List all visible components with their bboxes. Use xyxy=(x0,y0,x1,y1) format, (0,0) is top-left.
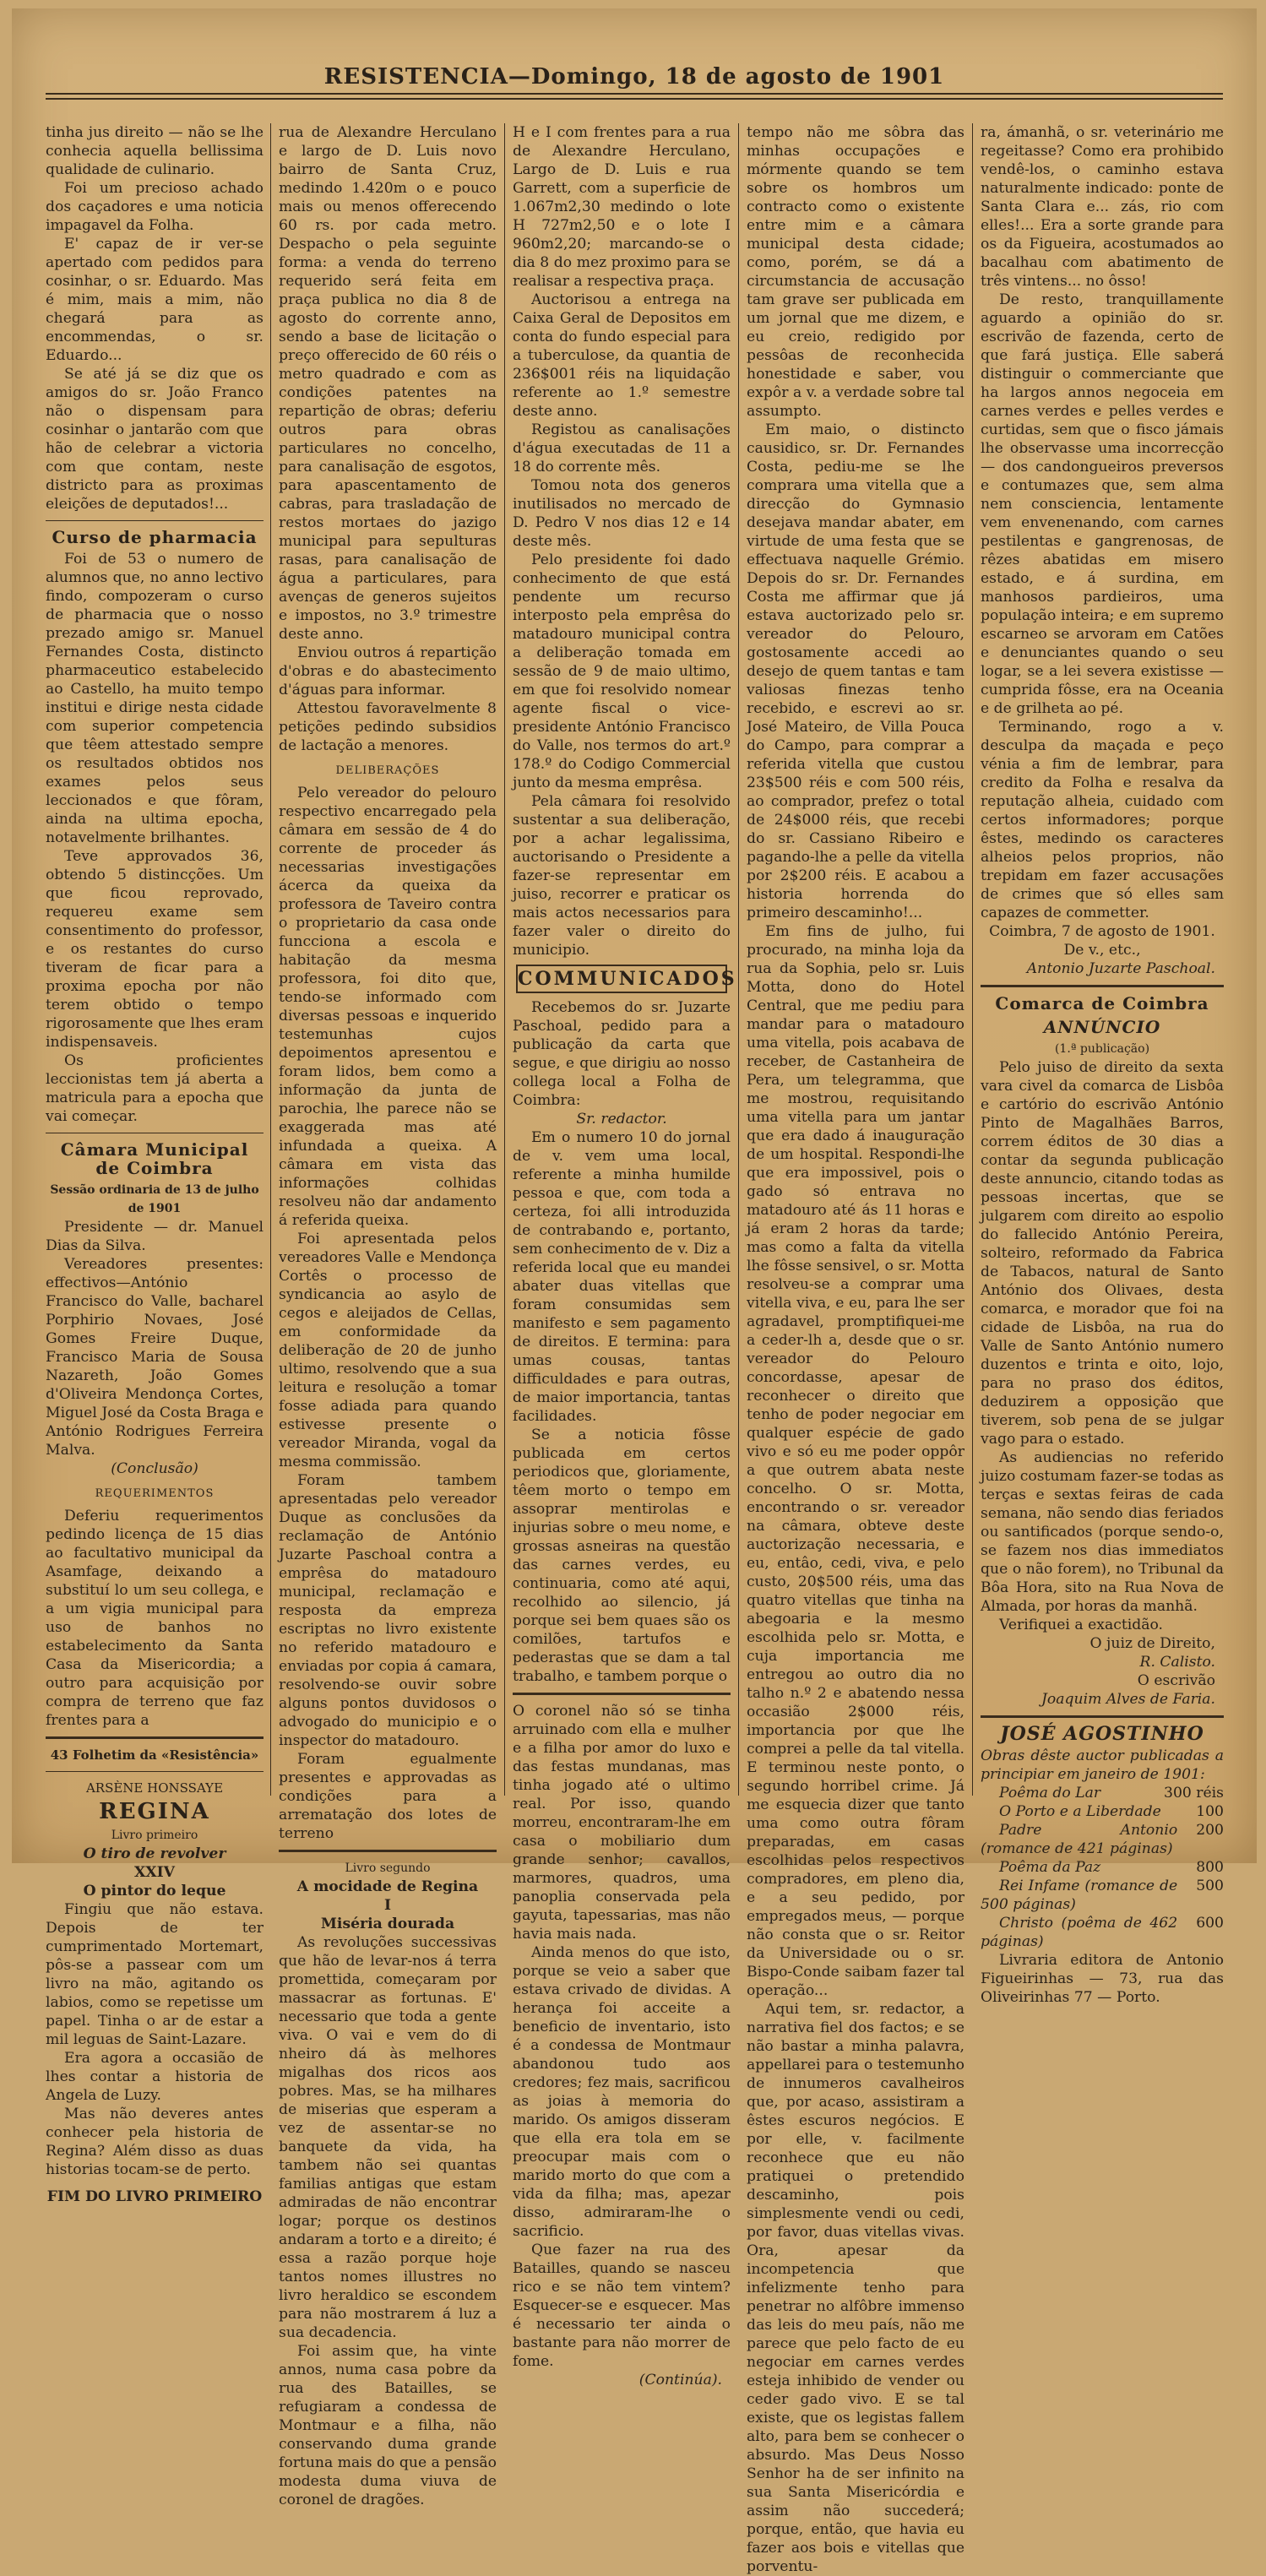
paragraph: Foram tambem apresentadas pelo vereador Duque as conclusões da reclamação de António Juzarte Paschoal contra a emprêsa do matadouro municipal, reclamação e resposta da empreza escriptas no livro existente no referido matadouro e enviadas por copia á camara, resolvendo-se ouvir sobre alguns pontos duvidosos o advogado do municipio e o inspector do matadouro. xyxy=(279,1472,497,1749)
column-1 xyxy=(46,123,264,2205)
paragraph: Foram egualmente presentes e approvadas as condições para a arrematação dos lotes de terreno xyxy=(279,1751,497,1842)
paragraph: Ainda menos do que isto, porque se veio a saber que estava crivado de dividas. A herança foi acceite a beneficio de inventario, isto é a condessa de Montmaur abandonou tudo aos credores; fez mais, sacrificou as joias à memoria do marido. Os amigos disseram que ella era tola em se preocupar mais com o marido morto do que com a vida da filha; mas, apezar disso, admiraram-lhe o sacrificio. xyxy=(513,1944,731,2240)
column-5 xyxy=(981,123,1225,2006)
paragraph: Foi apresentada pelos vereadores Valle e Mendonça Cortês o processo de syndicancia ao asylo de cegos e aleijados de Cellas, em conformidade da deliberação de 20 de junho ultimo, resolvendo que a sua leitura e resolução a tomar fosse adiada para quando estivesse presente o vereador Miranda, vogal da mesma commissão. xyxy=(279,1231,497,1470)
paragraph: Pelo juiso de direito da sexta vara civel da comarca de Lisbôa e cartório do escrivão António Pinto de Magalhães Barros, correm éditos de 30 dias a contar da segunda publicação deste annuncio, citando todas as pessoas incertas, que se julgarem com direito ao espolio do fallecido António Pereira, solteiro, reformado da Fabrica de Tabacos, natural de Santo António dos Olivaes, desta comarca, e morador que foi na cidade de Lisbôa, na rua do Valle de Santo António numero duzentos e trinta e oito, lojo, para no praso dos éditos, deduzirem a opposição que tiverem, sob pena de se julgar vago para o estado. xyxy=(981,1059,1224,1448)
paragraph: Os proficientes leccionistas tem já aberta a matricula para a epocha que vai começar. xyxy=(46,1052,264,1125)
paragraph: E' capaz de ir ver-se apertado com pedidos para cosinhar, o sr. Eduardo. Mas é mim, mais a mim, não chegará para as encommendas, o sr. Eduardo... xyxy=(46,236,264,364)
list-item xyxy=(981,1877,1224,1914)
closing: De v., etc., xyxy=(1063,942,1141,959)
subheading: DELIBERAÇÕES xyxy=(335,764,440,777)
paragraph: Vereadores presentes: effectivos—António Francisco do Valle, bacharel Porphirio Novaes, José Gomes Freire Duque, Francisco Maria de Sousa Nazareth, João Gomes d'Oliveira Mendonça Cortes, Miguel José da Costa Braga e António Rodrigues Ferreira Malva. xyxy=(46,1256,264,1459)
paragraph: O coronel não só se tinha arruinado com ella e mulher e a filha por amor do luxo e das festas mundanas, mas tinha jogado até o ultimo real. Por isso, quando morreu, encontraram-lhe em casa o mobiliario dum grande senhor; cavallos, marmores, quadros, uma panoplia conservada pela gayuta, tapessarias, mas não havia mais nada. xyxy=(513,1703,731,1943)
work-price: 300 réis xyxy=(1164,1785,1224,1802)
folhetim-number: 43 xyxy=(50,1747,68,1763)
paragraph: Verifiquei a exactidão. xyxy=(999,1617,1163,1633)
clerk-name: Joaquim Alves de Faria. xyxy=(1041,1691,1215,1708)
section-heading: Câmara Municipal de Coimbra xyxy=(60,1139,249,1178)
paragraph: Tomou nota dos generos inutilisados no mercado de D. Pedro V nos dias 12 e 14 deste mês. xyxy=(513,477,731,550)
paragraph: As revoluções successivas que hão de levar-nos á terra promettida, começaram por massacrar as fortunas. E' necessario que toda a gente viva. O vai e vem do di nheiro dá às melhores migalhas dos ricos aos pobres. Mas, se ha milhares de miserias que esperam a vez de assentar-se no banquete da vida, ha tambem não sei quantas familias antigas que estam admiradas de não encontrar logar; porque os destinos andaram a torto e a direito; é essa a razão porque hoje tantos nomes illustres no livro heraldico se escondem para não mostrarem á luz a sua decadencia. xyxy=(279,1934,497,2341)
paragraph: Era agora a occasião de lhes contar a historia de Angela de Luzy. xyxy=(46,2050,264,2104)
folhetim-title: Folhetim da «Resistência» xyxy=(72,1747,259,1763)
paragraph: tempo não me sôbra das minhas occupações e mórmente quando se tem sobre os hombros um contracto como o existente entre mim e a câmara municipal desta cidade; como, porém, se dá a circumstancia de accusação tam grave ser publicada em um jornal que me dizem, e eu creio, redigido por pessôas de reconhecida honestidade e saber, vou expôr a v. a verdade sobre tal assumpto. xyxy=(747,124,964,420)
conclusion-note: (Conclusão) xyxy=(111,1460,198,1477)
header-rule-2 xyxy=(46,98,1223,100)
paragraph: Em maio, o distincto causidico, sr. Dr. Fernandes Costa, pediu-me se lhe comprara uma vitella que a direcção do Gymnasio desejava mandar abater, em virtude de uma festa que se effectuava naquelle Grémio. Depois do sr. Dr. Fernandes Costa me affirmar que já estava auctorizado pelo sr. vereador do Pelouro, gostosamente accedi ao desejo de quem tantas e tam valiosas finezas tenho recebido, e escrevi ao sr. José Mateiro, de Villa Pouca do Campo, para comprar a referida vitella que custou 23$500 réis e com 500 réis, ao comprador, prefez o total de 24$000 réis, que recebi do sr. Cassiano Ribeiro e pagando-lhe a pelle da vitella por 2$200 réis. E acabou a historia horrenda do primeiro descaminho!... xyxy=(747,421,964,921)
newspaper-page xyxy=(12,8,1257,2575)
section-heading: Curso de pharmacia xyxy=(52,527,258,547)
works-list xyxy=(981,1784,1224,1951)
work-price: 600 xyxy=(1196,1915,1224,1932)
chapter-title: O tiro de revolver xyxy=(83,1845,226,1862)
paragraph: tinha jus direito — não se lhe conhecia aquella bellissima qualidade de culinario. xyxy=(46,124,264,178)
column-2 xyxy=(279,123,497,2508)
paragraph: Foi assim que, ha vinte annos, numa casa pobre da rua des Batailles, se refugiaram a condessa de Montmaur e a filha, não conservando duma grande fortuna mais do que a pensão modesta duma viuva de coronel de dragões. xyxy=(279,2343,497,2508)
publisher-address: Livraria editora de Antonio Figueirinhas — 73, rua das Oliveirinhas 77 — Porto. xyxy=(981,1952,1224,2006)
paragraph: Foi de 53 o numero de alumnos que, no anno lectivo findo, compozeram o curso de pharmacia que o nosso prezado amigo sr. Manuel Fernandes Costa, distincto pharmaceutico estabelecido ao Castello, ha muito tempo institui e dirige nesta cidade com superior competencia que têem attestado sempre os resultados obtidos nos exames pelos seus leccionados e que fôram, ainda na ultima epocha, notavelmente brilhantes. xyxy=(46,551,264,846)
work-title: O Porto e a Liberdade xyxy=(999,1803,1161,1820)
chapter-title: Miséria dourada xyxy=(320,1916,455,1932)
paragraph: Deferiu requerimentos pedindo licença de 15 dias ao facultativo municipal da Asamfage, deixando a substituí lo um seu collega, e a um vigia municipal para uso de banhos no estabelecimento da Santa Casa da Misericordia; a outro para acquisição por compra de terreno que faz frentes para a xyxy=(46,1508,264,1729)
column-3 xyxy=(513,123,737,2389)
paragraph: Enviou outros á repartição d'obras e do abastecimento d'águas para informar. xyxy=(279,644,497,698)
folhetim-heading xyxy=(46,1746,264,1764)
judge-title: O juiz de Direito, xyxy=(1089,1635,1215,1652)
paragraph: Attestou favoravelmente 8 petições pedindo subsidios de lactação a menores. xyxy=(279,700,497,754)
publication-note: (1.ª publicação) xyxy=(1054,1042,1150,1056)
paragraph: Em fins de julho, fui procurado, na minha loja da rua da Sophia, pelo sr. Luis Motta, dono do Hotel Central, que me pediu para mandar para o matadouro uma vitella, pois acabava de receber, de Castanheira de Pera, um telegramma, que me mostrou, requisitando uma vitella para um jantar que era dado á inauguração de um hospital. Respondi-lhe que era impossivel, pois o gado só entrava no matadouro até ás 11 horas e já eram 2 horas da tarde; mas como a falta da vitella lhe fôsse sensivel, o sr. Motta resolveu-se a comprar uma vitella viva, e eu, para lhe ser agradavel, promptifiquei-me a ceder-lh a, desde que o sr. vereador do Pelouro concordasse, apesar de reconhecer o direito que tenho de poder negociar em qualquer espécie de gado vivo e só eu me poder oppôr a que outrem abata neste concelho. O sr. Motta, encontrando o sr. vereador na câmara, obteve deste auctorização necessaria, e eu, entâo, cedi, viva, e pelo custo, 20$500 réis, uma das quatro vitellas que tinha na abegoaria e la mesmo escolhida pelo sr. Motta, e cuja importancia me entregou ao outro dia no talho n.º 2 e abatendo nessa occasião 2$000 réis, importancia por que lhe comprei a pelle da tal vitella. E terminou neste ponto, o segundo horribel crime. Já me esquecia dizer que tanto uma como outra fôram preparadas, em casas escolhidas pelos respectivos compradores, em pleno dia, e a seu pedido, por empregados meus, — porque não consta que o sr. Reitor da Universidade ou o sr. Bispo-Conde saibam fazer tal operação... xyxy=(747,923,964,1999)
announcement-heading: ANNÚNCIO xyxy=(1043,1017,1161,1037)
paragraph: Registou as canalisações d'água executadas de 11 a 18 do corrente mês. xyxy=(513,421,731,476)
paragraph: Terminando, rogo a v. desculpa da maçada e peço vénia a fim de lembrar, para credito da Folha e resalva da reputação alheia, cuidado com certos informadores; porque êstes, medindo os caracteres alheios pelos proprios, não trepidam em fazer accusações de crimes que só elles sam capazes de commetter. xyxy=(981,719,1224,921)
column-divider xyxy=(504,123,505,1796)
subchapter-title: O pintor do leque xyxy=(83,1883,226,1899)
section-heading: Comarca de Coimbra xyxy=(995,993,1209,1014)
paragraph: Em o numero 10 do jornal de v. vem uma local, referente a minha humilde pessoa e que, com toda a certeza, foi alli introduzida de contrabando e, portanto, sem conhecimento de v. Diz a referida local que eu mandei abater duas vitellas que foram consumidas sem manifesto e sem pagamento de direitos. E termina: para umas cousas, tantas difficuldades e para outras, de maior importancia, tantas facilidades. xyxy=(513,1129,731,1425)
chapter-number: XXIV xyxy=(133,1864,176,1881)
column-divider xyxy=(270,123,271,1796)
work-price: 100 xyxy=(1196,1803,1224,1820)
salutation: Sr. redactor. xyxy=(576,1111,667,1128)
header-rule xyxy=(46,93,1223,95)
work-price: 200 xyxy=(1196,1822,1224,1839)
list-item xyxy=(981,1858,1224,1877)
works-intro: Obras dêste auctor publicadas a principiar em janeiro de 1901: xyxy=(981,1747,1224,1783)
masthead: RESISTENCIA—Domingo, 18 de agosto de 1901 xyxy=(323,64,945,90)
novel-title: REGINA xyxy=(99,1799,210,1824)
paragraph: De resto, tranquillamente aguardo a opinião do sr. escrivão de fazenda, certo de que fará justiça. Elle saberá distinguir o commerciante que ha largos annos negoceia em carnes verdes e pelles verdes e curtidas, sem que o fisco jámais lhe observasse uma incorrecção — dos candongueiros preversos e contumazes que, sem alma nem consciencia, lentamente vem envenenando, com carnes pestilentas e gangrenosas, de rêzes abatidas em misero estado, e á surdina, em manhosos pardieiros, uma população inteira; e em supremo escarneo se arvoram em Catões e denunciantes quando o seu logar, se a lei severa existisse — cumprida fôsse, era na Oceania e de grilheta ao pé. xyxy=(981,291,1224,717)
list-item xyxy=(981,1802,1224,1821)
author-heading: JOSÉ AGOSTINHO xyxy=(1000,1723,1204,1745)
paragraph: As audiencias no referido juizo costumam fazer-se todas as terças e sextas feiras de cada semana, não sendo dias feriados ou santificados (porque sendo-o, se fazem nos dias immediatos que o não forem), no Tribunal da Bôa Hora, sito na Rua Nova de Almada, por horas da manhã. xyxy=(981,1449,1225,1615)
work-title: Poêma do Lar xyxy=(999,1785,1101,1802)
column-divider xyxy=(972,123,973,1796)
paragraph: Presidente — dr. Manuel Dias da Silva. xyxy=(46,1219,264,1254)
paragraph: ra, ámanhã, o sr. veterinário me regeitasse? Como era prohibido vendê-los, o caminho estava naturalmente indicado: ponte de Santa Clara e... zás, rio com elles!... Era a sorte grande para os da Figueira, acostumados ao bacalhau com abatimento de três vintens... no ôsso! xyxy=(981,124,1224,290)
paragraph: Se até já se diz que os amigos do sr. João Franco não o dispensam para cosinhar o jantarão com que hão de celebrar a victoria com que contam, neste districto para as proximas eleições de deputados!... xyxy=(46,366,264,513)
paragraph: rua de Alexandre Herculano e largo de D. Luis novo bairro de Santa Cruz, medindo 1.420m o e pouco mais ou menos offerecendo 60 rs. por cada metro. Despacho o pela seguinte forma: a venda do terreno requerido será feita em praça publica no dia 8 de agosto do corrente anno, sendo a base de licitação o preço offerecido de 60 réis o metro quadrado e com as condições patentes na repartição de obras; deferiu outros para obras particulares no concelho, para canalisação de esgotos, para apascentamento de cabras, para trasladação de restos mortaes do jazigo municipal para sepulturas rasas, para canalisação de água a particulares, para avenças de generos sujeitos e impostos, no 3.º trimestre deste anno. xyxy=(279,124,497,643)
paragraph: H e I com frentes para a rua de Alexandre Herculano, Largo de D. Luis e rua Garrett, com a superficie de 1.067m2,30 medindo o lote H 727m2,50 e o lote I 960m2,20; marcando-se o dia 8 do mez proximo para se realisar a respectiva praça. xyxy=(513,124,731,290)
work-title: Poêma da Paz xyxy=(999,1859,1101,1876)
work-title: Christo (poêma de 462 páginas) xyxy=(981,1915,1178,1950)
paragraph: Recebemos do sr. Juzarte Paschoal, pedido para a publicação da carta que segue, e que dirigiu ao nosso collega local a Folha de Coimbra: xyxy=(513,999,731,1109)
list-item xyxy=(981,1784,1224,1802)
work-title: Rei Infame (romance de 500 páginas) xyxy=(981,1878,1178,1913)
list-item xyxy=(981,1914,1224,1951)
dateline: Coimbra, 7 de agosto de 1901. xyxy=(989,923,1215,940)
end-note: FIM DO LIVRO PRIMEIRO xyxy=(46,2188,263,2205)
chapter-number: I xyxy=(383,1897,392,1914)
divider xyxy=(46,520,264,521)
work-price: 500 xyxy=(1196,1878,1224,1894)
divider xyxy=(981,1715,1224,1718)
paragraph: Aqui tem, sr. redactor, a narrativa fiel dos factos; e se não bastar a minha palavra, appellarei para o testemunho de innumeros cavalheiros que, por acaso, assistiram a êstes escuros negócios. E por elle, v. facilmente reconhece que eu não pratiquei o pretendido descaminho, pois simplesmente vendi ou cedi, por favor, duas vitellas vivas. Ora, apesar da incompetencia que infelizmente tenho para penetrar no alfôbre immenso das leis do meu país, não me parece que pelo facto de eu negociar em carnes verdes esteja inhibido de vender ou ceder gado vivo. E se tal existe, que os legistas fallem alto, para bem se conhecer o absurdo. Mas Deus Nosso Senhor ha de ser infinito na sua Santa Misericórdia e assim não succederá; porque, então, que havia eu fazer aos bois e vitellas que porventu- xyxy=(747,2001,964,2575)
work-price: 800 xyxy=(1196,1859,1224,1876)
book-label: Livro segundo xyxy=(345,1861,431,1875)
session-line: Sessão ordinaria de 13 de julho de 1901 xyxy=(50,1183,259,1215)
paragraph: Fingiu que não estava. Depois de ter cumprimentado Mortemart, pôs-se a passear com um livro na mão, agitando os labios, como se repetisse um papel. Tinha o ar de estar a mil leguas de Saint-Lazare. xyxy=(46,1901,264,2048)
part-title: A mocidade de Regina xyxy=(296,1878,479,1895)
column-divider xyxy=(738,123,739,1796)
author: ARSÈNE HONSSAYE xyxy=(85,1780,224,1796)
paragraph: Pelo vereador do pelouro respectivo encarregado pela câmara em sessão de 4 do corrente de proceder ás necessarias investigações ácerca da queixa da professora de Taveiro contra o proprietario da casa onde funcciona a escola e habitação da mesma professora, foi dito que, tendo-se informado com diversas pessoas e inquerido testemunhas cujos depoimentos apresentou e foram lidos, bem como a informação da junta de parochia, lhe parece não se exaggerada mas até infundada a queixa. A câmara em vista das informações colhidas resolveu não dar andamento á referida queixa. xyxy=(279,785,497,1229)
judge-name: R. Calisto. xyxy=(1139,1654,1215,1671)
divider xyxy=(981,985,1224,987)
divider xyxy=(279,1850,497,1852)
paragraph: Mas não deveres antes conhecer pela historia de Regina? Além disso as duas historias tocam-se de perto. xyxy=(46,2106,264,2178)
paragraph: Auctorisou a entrega na Caixa Geral de Depositos em conta do fundo especial para a tuberculose, da quantia de 236$001 réis na liquidação referente ao 1.º semestre deste anno. xyxy=(513,291,731,420)
list-item xyxy=(981,1821,1224,1858)
paragraph: Foi um precioso achado dos caçadores e uma noticia impagavel da Folha. xyxy=(46,180,264,234)
paragraph: Teve approvados 36, obtendo 5 distincções. Um que ficou reprovado, requereu exame sem consentimento do professor, e os restantes do curso tiveram de ficar para a proxima epocha por não terem obtido o tempo rigorosamente que lhes eram indispensaveis. xyxy=(46,848,264,1051)
column-4 xyxy=(747,123,964,2575)
paragraph: Se a noticia fôsse publicada em certos periodicos que, gloriamente, têem morto o tempo em assoprar mentirolas e injurias sobre o meu nome, e grossas asneiras na questão das carnes verdes, eu continuaria, como até aqui, recolhido ao silencio, já porque sei bem quaes são os comilões, tartufos e pederastas que se dam a tal trabalho, e tambem porque o xyxy=(513,1427,731,1685)
communicados-heading: COMMUNICADOS xyxy=(516,965,727,993)
paragraph: Que fazer na rua des Batailles, quando se nasceu rico e se não tem vintem? Esquecer-se e esquecer. Mas é necessario ter ainda o bastante para não morrer de fome. xyxy=(513,2242,731,2370)
paragraph: Pelo presidente foi dado conhecimento de que está pendente um recurso interposto pela emprêsa do matadouro municipal contra a deliberação tomada em sessão de 9 de maio ultimo, em que foi resolvido nomear agente fiscal o vice-presidente António Francisco do Valle, nos termos do art.º 178.º do Codigo Commercial junto da mesma emprêsa. xyxy=(513,552,731,791)
divider xyxy=(513,1693,731,1695)
work-title: Padre Antonio (romance de 421 páginas) xyxy=(981,1822,1178,1857)
signature: Antonio Juzarte Paschoal. xyxy=(1026,960,1215,977)
subheading: REQUERIMENTOS xyxy=(95,1487,215,1500)
divider xyxy=(46,1736,264,1739)
continued-note: (Continúa). xyxy=(638,2372,722,2389)
clerk-title: O escrivão xyxy=(1137,1672,1215,1689)
book-label: Livro primeiro xyxy=(111,1829,198,1842)
divider xyxy=(46,1771,264,1772)
paragraph: Pela câmara foi resolvido sustentar a sua deliberação, por a achar legalissima, auctorisando o Presidente a fazer-se representar em juiso, recorrer e praticar os mais actos necessarios para fazer valer o direito do municipio. xyxy=(513,793,731,959)
